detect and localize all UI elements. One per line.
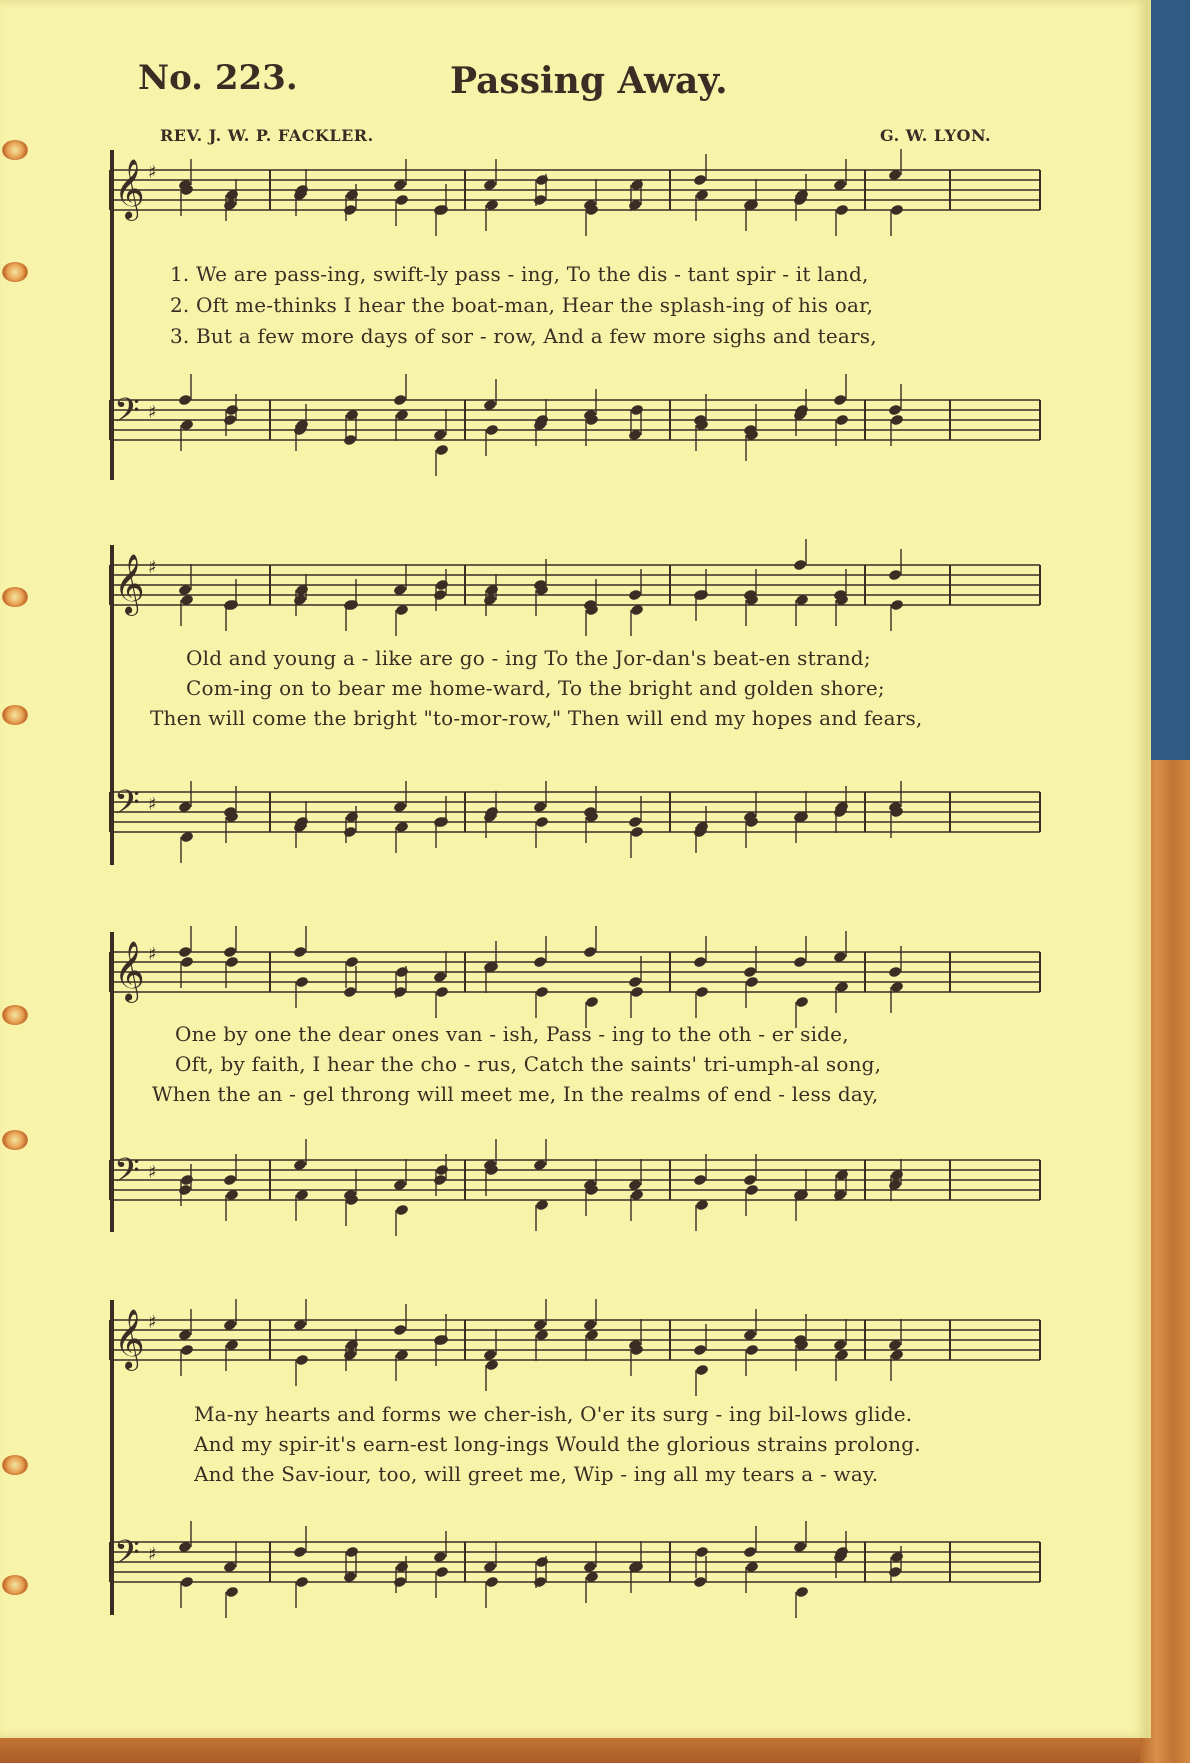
note-head-icon bbox=[345, 956, 359, 969]
lyric-verse-2: And my spir-it's earn-est long-ings Would the glorious strains prolong. bbox=[194, 1432, 921, 1456]
system-bracket bbox=[110, 1300, 114, 1615]
key-signature-sharp-icon: ♯ bbox=[148, 162, 157, 183]
hymn-number bbox=[138, 58, 298, 98]
system-bracket bbox=[110, 150, 114, 480]
note-head-icon bbox=[585, 996, 599, 1009]
note-head-icon bbox=[295, 976, 309, 989]
lyric-verse-1: One by one the dear ones van - ish, Pass - ing to the oth - er side, bbox=[175, 1022, 849, 1046]
note-head-icon bbox=[223, 1174, 237, 1187]
note-head-icon bbox=[293, 946, 307, 959]
lyric-verse-1: 1. We are pass-ing, swift-ly pass - ing, To the dis - tant spir - it land, bbox=[170, 262, 869, 286]
note-head-icon bbox=[433, 1174, 447, 1187]
note-head-icon bbox=[180, 1344, 194, 1357]
system-bracket bbox=[110, 545, 114, 865]
note-head-icon bbox=[583, 946, 597, 959]
note-head-icon bbox=[743, 1546, 757, 1559]
lyric-verse-3: 3. But a few more days of sor - row, And a few more sighs and tears, bbox=[170, 324, 877, 348]
note-head-icon bbox=[793, 559, 807, 572]
note-head-icon bbox=[435, 1566, 449, 1579]
note-head-icon bbox=[395, 966, 409, 979]
note-head-icon bbox=[533, 194, 547, 207]
bass-staff bbox=[110, 1140, 1050, 1240]
note-head-icon bbox=[223, 946, 237, 959]
note-head-icon bbox=[795, 996, 809, 1009]
binding-hole bbox=[2, 262, 28, 282]
note-head-icon bbox=[888, 966, 902, 979]
note-head-icon bbox=[835, 414, 849, 427]
note-head-icon bbox=[435, 986, 449, 999]
note-head-icon bbox=[890, 414, 904, 427]
words-credit: REV. J. W. P. FACKLER. bbox=[160, 126, 374, 145]
binding-hole bbox=[2, 1005, 28, 1025]
note-head-icon bbox=[393, 394, 407, 407]
note-head-icon bbox=[435, 579, 449, 592]
bass-clef-icon: 𝄢 bbox=[114, 1534, 140, 1580]
hymn-number-label: No. bbox=[138, 58, 203, 98]
bass-staff bbox=[110, 1522, 1050, 1622]
lyric-verse-3: Then will come the bright "to-mor-row," Then will end my hopes and fears, bbox=[150, 706, 923, 730]
bass-clef-icon: 𝄢 bbox=[114, 1152, 140, 1198]
note-head-icon bbox=[693, 956, 707, 969]
treble-clef-icon: 𝄞 bbox=[114, 1309, 145, 1369]
binding-hole bbox=[2, 1130, 28, 1150]
note-head-icon bbox=[743, 1174, 757, 1187]
note-head-icon bbox=[433, 589, 447, 602]
note-head-icon bbox=[535, 986, 549, 999]
note-head-icon bbox=[293, 1546, 307, 1559]
note-head-icon bbox=[693, 1174, 707, 1187]
note-head-icon bbox=[695, 1546, 709, 1559]
binding-hole bbox=[2, 1455, 28, 1475]
lyric-verse-2: Com-ing on to bear me home-ward, To the bright and golden shore; bbox=[186, 676, 885, 700]
note-head-icon bbox=[295, 1576, 309, 1589]
binding-hole bbox=[2, 1575, 28, 1595]
bass-clef-icon: 𝄢 bbox=[114, 784, 140, 830]
wooden-board-bottom bbox=[0, 1738, 1190, 1763]
note-head-icon bbox=[745, 1184, 759, 1197]
note-head-icon bbox=[393, 1576, 407, 1589]
note-head-icon bbox=[295, 1354, 309, 1367]
note-head-icon bbox=[485, 1576, 499, 1589]
note-head-icon bbox=[225, 1586, 239, 1599]
note-head-icon bbox=[695, 1364, 709, 1377]
note-head-icon bbox=[178, 394, 192, 407]
treble-staff bbox=[110, 545, 1050, 645]
note-head-icon bbox=[225, 956, 239, 969]
note-head-icon bbox=[630, 404, 644, 417]
note-head-icon bbox=[533, 956, 547, 969]
note-head-icon bbox=[533, 1576, 547, 1589]
key-signature-sharp-icon: ♯ bbox=[148, 402, 157, 423]
note-head-icon bbox=[890, 204, 904, 217]
note-head-icon bbox=[178, 1184, 192, 1197]
note-head-icon bbox=[795, 1586, 809, 1599]
note-head-icon bbox=[180, 1174, 194, 1187]
note-head-icon bbox=[435, 444, 449, 457]
key-signature-sharp-icon: ♯ bbox=[148, 1544, 157, 1565]
note-head-icon bbox=[630, 986, 644, 999]
lyric-verse-3: When the an - gel throng will meet me, In the realms of end - less day, bbox=[152, 1082, 879, 1106]
note-head-icon bbox=[628, 816, 642, 829]
binding-hole bbox=[2, 587, 28, 607]
treble-staff bbox=[110, 1300, 1050, 1400]
note-head-icon bbox=[745, 976, 759, 989]
note-head-icon bbox=[535, 816, 549, 829]
hymn-number-value: 223. bbox=[214, 58, 298, 98]
key-signature-sharp-icon: ♯ bbox=[148, 794, 157, 815]
note-head-icon bbox=[180, 956, 194, 969]
treble-staff bbox=[110, 150, 1050, 250]
note-head-icon bbox=[628, 976, 642, 989]
note-head-icon bbox=[395, 1204, 409, 1217]
binding-hole bbox=[2, 140, 28, 160]
note-head-icon bbox=[630, 826, 644, 839]
lyric-verse-1: Old and young a - like are go - ing To the Jor-dan's beat-en strand; bbox=[186, 646, 871, 670]
note-head-icon bbox=[628, 589, 642, 602]
binding-hole bbox=[2, 705, 28, 725]
note-head-icon bbox=[178, 946, 192, 959]
note-head-icon bbox=[535, 1556, 549, 1569]
treble-clef-icon: 𝄞 bbox=[114, 941, 145, 1001]
bass-staff bbox=[110, 772, 1050, 872]
note-head-icon bbox=[743, 966, 757, 979]
lyric-verse-2: 2. Oft me-thinks I hear the boat-man, Hear the splash-ing of his oar, bbox=[170, 293, 874, 317]
hymn-title: Passing Away. bbox=[450, 60, 728, 102]
bass-staff bbox=[110, 380, 1050, 480]
system-bracket bbox=[110, 932, 114, 1232]
note-head-icon bbox=[343, 434, 357, 447]
note-head-icon bbox=[393, 1324, 407, 1337]
note-head-icon bbox=[693, 174, 707, 187]
key-signature-sharp-icon: ♯ bbox=[148, 944, 157, 965]
note-head-icon bbox=[890, 599, 904, 612]
note-head-icon bbox=[393, 986, 407, 999]
treble-clef-icon: 𝄞 bbox=[114, 554, 145, 614]
note-head-icon bbox=[395, 194, 409, 207]
note-head-icon bbox=[435, 1164, 449, 1177]
note-head-icon bbox=[693, 1576, 707, 1589]
note-head-icon bbox=[793, 956, 807, 969]
key-signature-sharp-icon: ♯ bbox=[148, 1162, 157, 1183]
note-head-icon bbox=[888, 1566, 902, 1579]
note-head-icon bbox=[225, 404, 239, 417]
lyric-verse-1: Ma-ny hearts and forms we cher-ish, O'er its surg - ing bil-lows glide. bbox=[194, 1402, 913, 1426]
note-head-icon bbox=[833, 394, 847, 407]
note-head-icon bbox=[180, 1576, 194, 1589]
note-head-icon bbox=[345, 1546, 359, 1559]
note-head-icon bbox=[535, 174, 549, 187]
bass-clef-icon: 𝄢 bbox=[114, 392, 140, 438]
treble-staff bbox=[110, 932, 1050, 1032]
note-head-icon bbox=[888, 569, 902, 582]
note-head-icon bbox=[343, 986, 357, 999]
note-head-icon bbox=[343, 204, 357, 217]
music-credit: G. W. LYON. bbox=[880, 126, 992, 145]
note-head-icon bbox=[835, 204, 849, 217]
note-head-icon bbox=[888, 404, 902, 417]
lyric-verse-2: Oft, by faith, I hear the cho - rus, Catch the saints' tri-umph-al song, bbox=[175, 1052, 882, 1076]
key-signature-sharp-icon: ♯ bbox=[148, 1312, 157, 1333]
note-head-icon bbox=[693, 1344, 707, 1357]
note-head-icon bbox=[223, 414, 237, 427]
note-head-icon bbox=[695, 986, 709, 999]
note-head-icon bbox=[343, 826, 357, 839]
note-head-icon bbox=[745, 1344, 759, 1357]
key-signature-sharp-icon: ♯ bbox=[148, 557, 157, 578]
treble-clef-icon: 𝄞 bbox=[114, 159, 145, 219]
lyric-verse-3: And the Sav-iour, too, will greet me, Wip - ing all my tears a - way. bbox=[194, 1462, 879, 1486]
note-head-icon bbox=[485, 424, 499, 437]
